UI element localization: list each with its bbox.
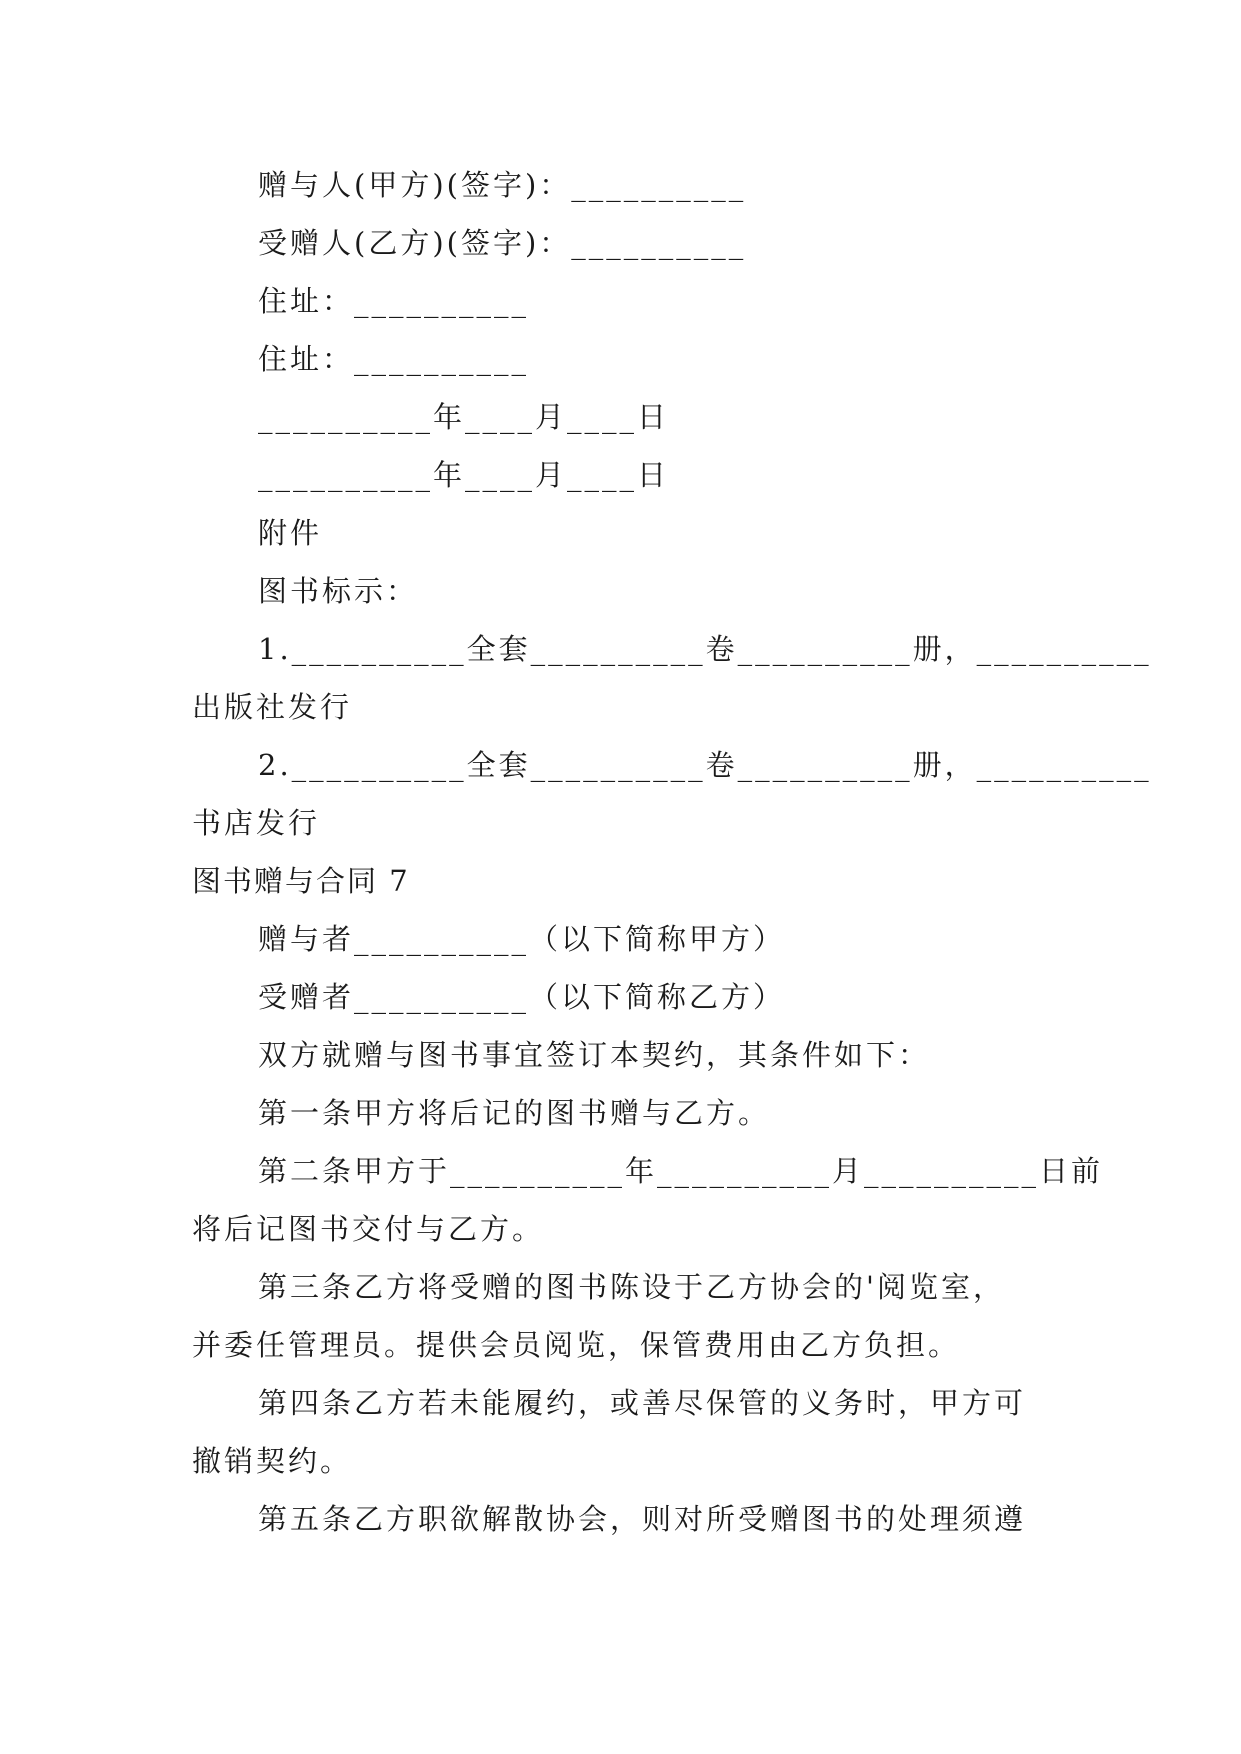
donor-line: 赠与者__________（以下简称甲方） [258,922,786,956]
book-label-heading: 图书标示： [258,574,419,608]
attachment-heading: 附件 [258,516,323,550]
book-item-2: 2.__________全套__________卷__________册，__________ [258,748,1152,782]
book-item-2-cont: 书店发行 [192,806,321,840]
donee-signature-line: 受赠人(乙方)(签字)：__________ [258,226,747,260]
article-5: 第五条乙方职欲解散协会，则对所受赠图书的处理须遵 [258,1502,1027,1536]
article-1: 第一条甲方将后记的图书赠与乙方。 [258,1096,771,1130]
article-4: 第四条乙方若未能履约，或善尽保管的义务时，甲方可 [258,1386,1027,1420]
article-2-cont: 将后记图书交付与乙方。 [192,1212,545,1246]
address-line-1: 住址：__________ [258,284,530,318]
date-line-2: __________年____月____日 [258,458,670,492]
book-item-1-cont: 出版社发行 [192,690,353,724]
article-2: 第二条甲方于__________年__________月__________日前 [258,1154,1104,1188]
section-title: 图书赠与合同 7 [192,864,410,898]
contract-intro: 双方就赠与图书事宜签订本契约，其条件如下： [258,1038,931,1072]
donor-signature-line: 赠与人(甲方)(签字)：__________ [258,168,747,202]
book-item-1: 1.__________全套__________卷__________册，__________ [258,632,1152,666]
article-3-cont: 并委任管理员。提供会员阅览，保管费用由乙方负担。 [192,1328,961,1362]
address-line-2: 住址：__________ [258,342,530,376]
donee-line: 受赠者__________（以下简称乙方） [258,980,786,1014]
date-line-1: __________年____月____日 [258,400,670,434]
article-4-cont: 撤销契约。 [192,1444,353,1478]
article-3: 第三条乙方将受赠的图书陈设于乙方协会的'阅览室， [258,1270,1005,1304]
